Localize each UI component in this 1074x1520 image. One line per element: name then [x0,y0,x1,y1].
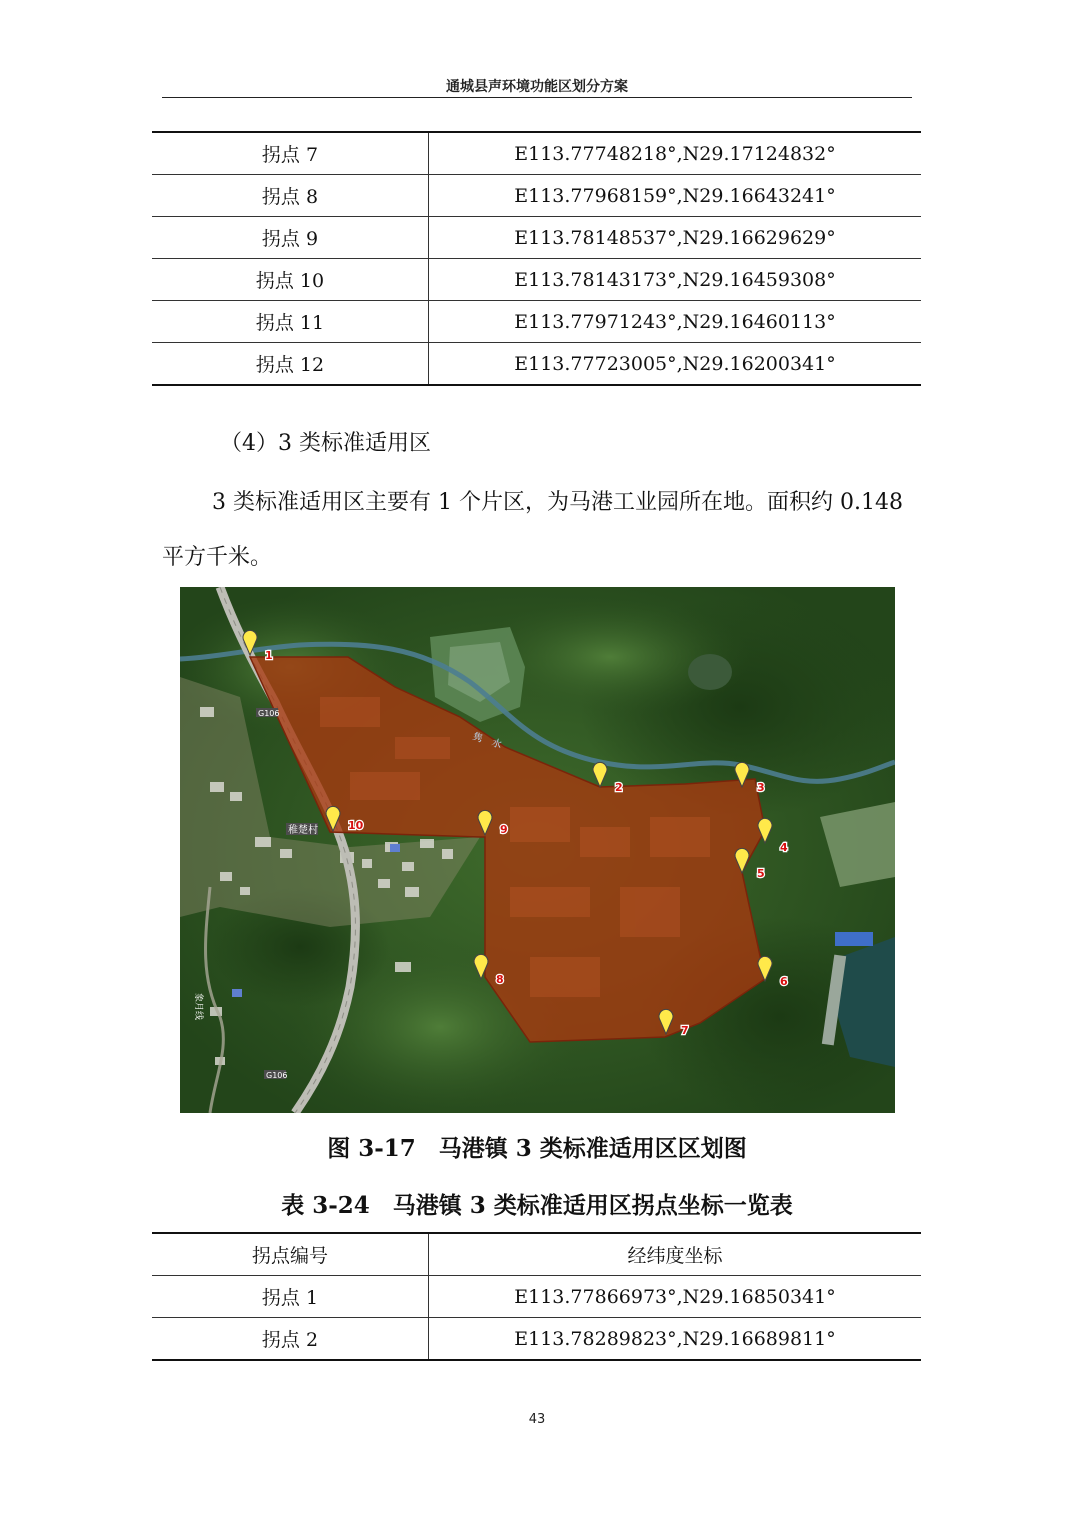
road-code-label: G106 [258,709,280,718]
point-name-cell: 拐点 9 [152,217,429,259]
point-name-cell: 拐点 11 [152,301,429,343]
coordinate-cell: E113.78148537°,N29.16629629° [429,217,922,259]
svg-text:10: 10 [348,819,364,832]
road-code-label: G106 [266,1071,288,1080]
blue-roof-building [835,932,873,946]
svg-text:8: 8 [496,973,504,986]
running-header: 通城县声环境功能区划分方案 [446,79,628,95]
coordinate-cell: E113.77723005°,N29.16200341° [429,343,922,386]
page-number: 43 [528,1412,546,1427]
column-header-point: 拐点编号 [152,1233,429,1276]
coordinate-cell: E113.78289823°,N29.16689811° [429,1318,922,1361]
point-name-cell: 拐点 12 [152,343,429,386]
paragraph-text: 3 类标准适用区主要有 1 个片区，为马港工业园所在地。面积约 0.148 平方千米。 [162,490,903,570]
table-row [152,259,921,301]
header-rule [162,97,912,98]
river-label: 隽 水 [471,731,504,752]
village-label: 稚楚村 [288,825,318,836]
table-row [152,301,921,343]
svg-text:1: 1 [265,649,273,662]
table-row [152,175,921,217]
point-name-cell: 拐点 2 [152,1318,429,1361]
coordinate-cell: E113.77866973°,N29.16850341° [429,1276,922,1318]
figure-caption: 图 3-17 马港镇 3 类标准适用区区划图 [327,1135,747,1162]
svg-text:2: 2 [615,781,623,794]
road-name-label: 象月线 [193,993,203,1021]
section-heading: （4）3 类标准适用区 [220,431,431,456]
coordinate-cell: E113.77748218°,N29.17124832° [429,132,922,175]
coordinate-cell: E113.77968159°,N29.16643241° [429,175,922,217]
svg-text:4: 4 [780,841,788,854]
svg-text:7: 7 [681,1024,689,1037]
table-caption: 表 3-24 马港镇 3 类标准适用区拐点坐标一览表 [281,1192,793,1219]
section-paragraph [162,475,914,585]
coordinate-table-continued [152,131,921,386]
table-row [152,217,921,259]
svg-text:9: 9 [500,823,508,836]
svg-text:3: 3 [757,781,765,794]
point-name-cell: 拐点 1 [152,1276,429,1318]
svg-text:5: 5 [757,867,765,880]
satellite-map [180,587,895,1113]
svg-text:6: 6 [780,975,788,988]
table-header-row [152,1233,921,1276]
point-name-cell: 拐点 7 [152,132,429,175]
table-row [152,132,921,175]
coordinate-table [152,1232,921,1361]
point-name-cell: 拐点 10 [152,259,429,301]
table-row [152,343,921,386]
table-row [152,1276,921,1318]
point-name-cell: 拐点 8 [152,175,429,217]
coordinate-cell: E113.78143173°,N29.16459308° [429,259,922,301]
column-header-coordinate: 经纬度坐标 [429,1233,922,1276]
coordinate-cell: E113.77971243°,N29.16460113° [429,301,922,343]
zoning-map-figure [180,587,895,1113]
table-row [152,1318,921,1361]
